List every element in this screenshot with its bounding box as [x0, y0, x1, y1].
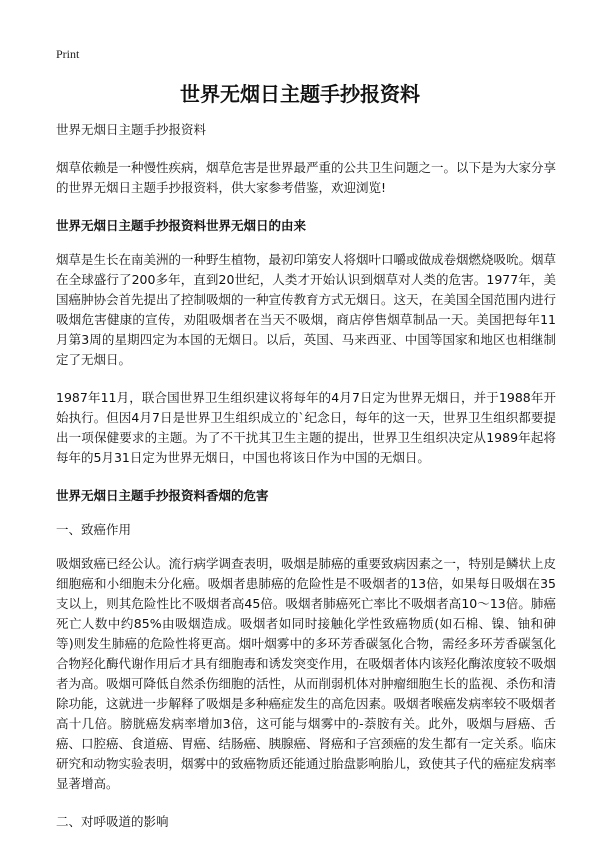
subsection-heading-respiratory: 二、对呼吸道的影响	[56, 814, 169, 829]
carcinogenic-paragraph: 吸烟致癌已经公认。流行病学调查表明，吸烟是肺癌的重要致病因素之一，特别是鳞状上皮细胞癌和小细胞未分化癌。吸烟者患肺癌的危险性是不吸烟者的13倍，如果每日吸烟在35支以上，则其危险性比不吸烟者高45倍。吸烟者肺癌死亡率比不吸烟者高10～13倍。肺癌死亡人数中约85%由吸烟造成。吸烟者如同时接触化学性致癌物质(如石棉、镍、铀和砷等)则发生肺癌的危险性将更高。烟叶烟雾中的多环芳香碳氢化合物，需经多环芳香碳氢化合物羟化酶代谢作用后才具有细胞毒和诱发突变作用，在吸烟者体内该羟化酶浓度较不吸烟者为高。吸烟可降低自然杀伤细胞的活性，从而削弱机体对肿瘤细胞生长的监视、杀伤和清除功能，这就进一步解释了吸烟是多种癌症发生的高危因素。吸烟者喉癌发病率较不吸烟者高十几倍。膀胱癌发病率增加3倍，这可能与烟雾中的-萘胺有关。此外，吸烟与唇癌、舌癌、口腔癌、食道癌、胃癌、结肠癌、胰腺癌、肾癌和子宫颈癌的发生都有一定关系。临床研究和动物实验表明，烟雾中的致癌物质还能通过胎盘影响胎儿，致使其子代的癌症发病率显著增高。	[56, 556, 557, 791]
section-heading-harms: 世界无烟日主题手抄报资料香烟的危害	[56, 488, 269, 503]
section-heading-origin: 世界无烟日主题手抄报资料世界无烟日的由来	[56, 218, 307, 233]
origin-paragraph-2: 1987年11月，联合国世界卫生组织建议将每年的4月7日定为世界无烟日，并于1988年开始执行。但因4月7日是世界卫生组织成立的`纪念日，每年的这一天，世界卫生组织都要提出一项保健要求的主题。为了不干扰其卫生主题的提出，世界卫生组织决定从1989年起将每年的5月31日定为世界无烟日，中国也将该日作为中国的无烟日。	[56, 390, 556, 465]
article-body	[56, 120, 556, 846]
article-subtitle: 世界无烟日主题手抄报资料	[56, 122, 207, 137]
print-link[interactable]: Print	[56, 47, 80, 61]
intro-paragraph: 烟草依赖是一种慢性疾病，烟草危害是世界最严重的公共卫生问题之一。以下是为大家分享的世界无烟日主题手抄报资料，供大家参考借鉴，欢迎浏览!	[56, 160, 557, 195]
page-title: 世界无烟日主题手抄报资料	[180, 82, 420, 106]
origin-paragraph-1: 烟草是生长在南美洲的一种野生植物，最初印第安人将烟叶口嚼或做成卷烟燃烧吸吮。烟草在全球盛行了200多年，直到20世纪，人类才开始认识到烟草对人类的危害。1977年，美国癌肿协会首先提出了控制吸烟的一种宣传教育方式无烟日。这天，在美国全国范围内进行吸烟危害健康的宣传，劝阻吸烟者在当天不吸烟，商店停售烟草制品一天。美国把每年11月第3周的星期四定为本国的无烟日。以后，英国、马来西亚、中国等国家和地区也相继制定了无烟日。	[56, 252, 557, 367]
subsection-heading-carcinogenic: 一、致癌作用	[56, 522, 132, 537]
